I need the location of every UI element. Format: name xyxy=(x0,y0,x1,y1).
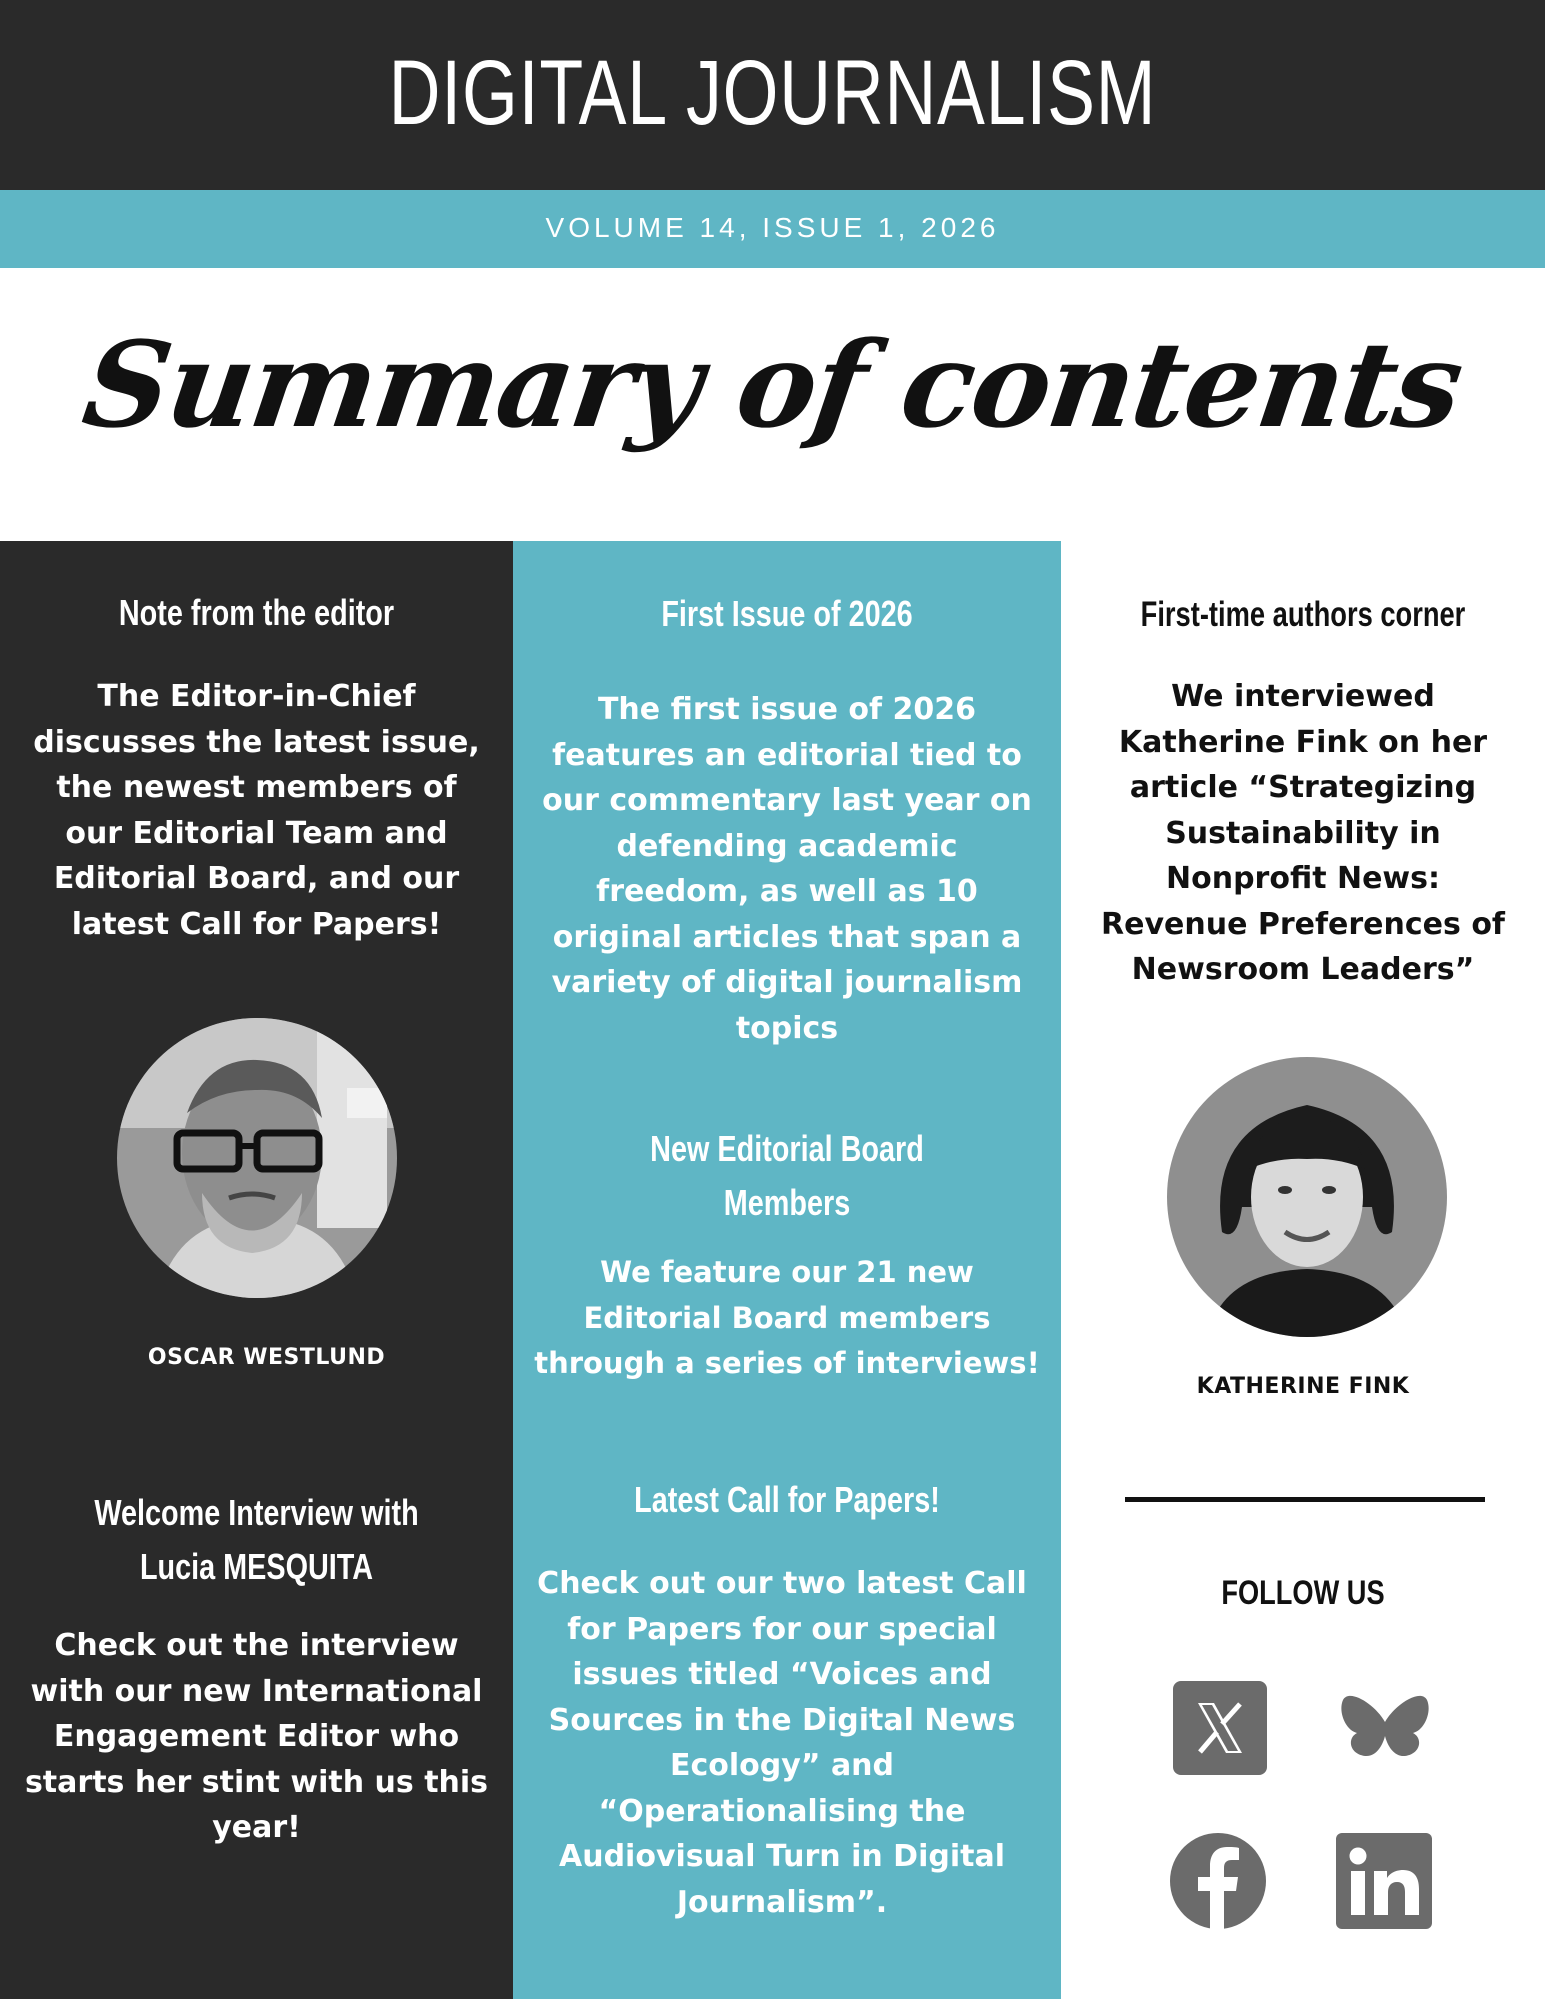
text-line: Editorial Board members xyxy=(583,1300,991,1335)
text-line: Katherine Fink on her xyxy=(1118,724,1488,760)
heading-line: Welcome Interview with xyxy=(94,1492,419,1533)
text-line: our Editorial Team and xyxy=(65,815,448,851)
text-line: Nonprofit News: xyxy=(1166,861,1440,896)
first-issue-heading: First Issue of 2026 xyxy=(661,593,913,634)
heading-line: Members xyxy=(723,1182,851,1223)
text-line: The Editor-in-Chief xyxy=(97,679,416,714)
heading-line: Lucia MESQUITA xyxy=(139,1546,374,1587)
first-issue-text xyxy=(518,687,1056,1051)
text-line: Sustainability in xyxy=(1165,815,1441,851)
text-line: Editorial Board, and our xyxy=(53,861,460,896)
bluesky-icon[interactable] xyxy=(1335,1678,1435,1778)
editor-photo xyxy=(117,1018,397,1298)
text-line: Check out our two latest Call xyxy=(537,1566,1027,1601)
issue-line: VOLUME 14, ISSUE 1, 2026 xyxy=(545,212,1000,243)
text-line: Engagement Editor who xyxy=(53,1719,460,1754)
follow-heading: FOLLOW US xyxy=(1221,1574,1385,1612)
welcome-text xyxy=(5,1623,508,1851)
author-photo xyxy=(1167,1057,1447,1337)
linkedin-icon[interactable] xyxy=(1334,1831,1434,1931)
text-line: Sources in the Digital News xyxy=(548,1702,1016,1738)
text-line: our commentary last year on xyxy=(542,783,1032,818)
text-line: variety of digital journalism xyxy=(551,965,1023,1000)
text-line: topics xyxy=(735,1010,839,1046)
text-line: discusses the latest issue, xyxy=(33,724,480,760)
text-line: Check out the interview xyxy=(54,1628,459,1663)
editor-photo-caption: OSCAR WESTLUND xyxy=(147,1345,386,1370)
text-line: issues titled “Voices and xyxy=(572,1657,992,1692)
authors-corner-text xyxy=(1061,674,1545,993)
issue-bar xyxy=(0,190,1545,268)
text-line: article “Strategizing xyxy=(1129,770,1477,805)
text-line: The first issue of 2026 xyxy=(597,692,977,727)
divider xyxy=(1125,1497,1485,1502)
welcome-heading xyxy=(51,1486,461,1594)
heading-line: New Editorial Board xyxy=(650,1128,924,1169)
middle-column xyxy=(513,541,1061,1999)
masthead-bar xyxy=(0,0,1545,190)
editorial-board-text xyxy=(513,1250,1061,1387)
text-line: “Operationalising the xyxy=(598,1793,966,1829)
right-column xyxy=(1061,541,1545,1999)
page-heading: Summary of contents xyxy=(75,315,1470,454)
text-line: Audiovisual Turn in Digital xyxy=(559,1839,1005,1874)
text-line: We interviewed xyxy=(1171,679,1435,714)
text-line: features an editorial tied to xyxy=(552,737,1022,773)
x-icon[interactable] xyxy=(1170,1678,1270,1778)
editorial-board-heading xyxy=(568,1122,1006,1230)
text-line: starts her stint with us this xyxy=(24,1764,489,1800)
text-line: We feature our 21 new xyxy=(600,1255,974,1289)
authors-corner-heading: First-time authors corner xyxy=(1140,595,1466,634)
left-column xyxy=(0,541,513,1999)
journal-title: DIGITAL JOURNALISM xyxy=(388,42,1157,144)
text-line: defending academic xyxy=(616,828,958,864)
text-line: Revenue Preferences of xyxy=(1101,906,1505,942)
editor-note-text xyxy=(10,674,503,947)
call-for-papers-heading: Latest Call for Papers! xyxy=(634,1479,940,1520)
text-line: for Papers for our special xyxy=(567,1611,997,1647)
author-photo-caption: KATHERINE FINK xyxy=(1196,1374,1410,1399)
text-line: through a series of interviews! xyxy=(534,1346,1040,1380)
text-line: the newest members of xyxy=(56,770,457,805)
text-line: Newsroom Leaders” xyxy=(1131,952,1475,987)
text-line: year! xyxy=(212,1810,301,1845)
text-line: original articles that span a xyxy=(552,919,1022,955)
text-line: Journalism”. xyxy=(676,1884,888,1920)
text-line: freedom, as well as 10 xyxy=(596,874,978,909)
facebook-icon[interactable] xyxy=(1168,1831,1268,1931)
text-line: with our new International xyxy=(30,1673,483,1709)
editor-note-heading: Note from the editor xyxy=(118,592,395,633)
text-line: latest Call for Papers! xyxy=(71,906,442,942)
call-for-papers-text xyxy=(518,1561,1046,1925)
text-line: Ecology” and xyxy=(669,1748,895,1783)
